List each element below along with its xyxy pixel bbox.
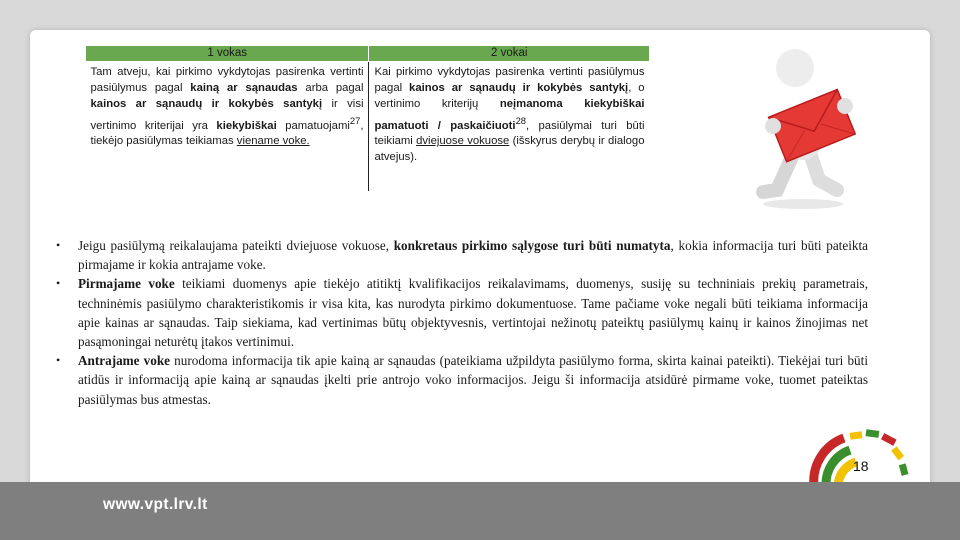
- cell-underlined-text: viename voke.: [236, 135, 310, 148]
- page-number: 18: [853, 458, 869, 474]
- table-row: [86, 62, 650, 192]
- list-item: [56, 274, 868, 351]
- list-text: nurodoma informacija tik apie kainą ar sąnaudas (pateikiama užpildyta pasiūlymo forma, skirta kainai pateikti). Tiekėjai turi būti atidūs ir informaciją apie kainą ar sąnaudas įkelti prie antrojo voko informacijos. Jeigu ši informacija atsidūrė pirmame voke, tuomet pateiktas pasiūlymas bus atmestas.: [78, 353, 868, 407]
- table-cell-two-envelopes: [369, 62, 650, 192]
- footer-bar: [0, 482, 960, 540]
- list-item: [56, 236, 868, 274]
- list-item: [56, 351, 868, 409]
- cell-bold-text: kainos ar sąnaudų ir kokybės santykį: [90, 97, 323, 110]
- cell-text: Tam atveju, kai pirkimo vykdytojas pasirenka vertinti pasiūlymus pagal: [90, 66, 364, 94]
- lithuanian-tricolor-arc-logo-icon: [800, 428, 915, 486]
- cell-bold-text: kainą ar sąnaudas: [190, 81, 298, 94]
- list-bold-text: Pirmajame voke: [78, 276, 175, 292]
- table-header-two-envelopes: 2 vokai: [369, 46, 650, 62]
- table-cell-one-envelope: [86, 62, 369, 192]
- footer-url: www.vpt.lrv.lt: [103, 496, 208, 513]
- cell-text: pamatuojami: [276, 119, 350, 132]
- footnote-ref: 28: [515, 114, 527, 126]
- cell-bold-text: kiekybiškai: [216, 119, 277, 132]
- comparison-table: [85, 45, 650, 191]
- cell-text: , o vertinimo kriterijų: [374, 81, 645, 110]
- cell-bold-text: kainos ar sąnaudų ir kokybės santykį: [409, 81, 629, 94]
- running-figure-with-envelope-icon: [733, 40, 873, 212]
- list-text: teikiami duomenys apie tiekėjo atitiktį kvalifikacijos reikalavimams, duomenys, susiję su techniniais prekių parametrais, techninėmis pasiūlymo charakteristikomis ir visa kita, kas nurodyta pirkimo dokumentuose. Tame pačiame voke negali būti teikiama informacija apie kainas ar sąnaudas. Taip siekiama, kad vertinimas būtų objektyvesnis, vertintojai nežinotų pateiktų pasiūlymų kainų ir kainos žinojimas net pasąmoningai neturėtų įtakos vertinimui.: [78, 276, 868, 350]
- cell-bold-text: neįmanoma kiekybiškai pamatuoti / paskaičiuoti: [374, 97, 645, 132]
- bullet-list: [56, 236, 868, 409]
- list-text: Jeigu pasiūlymą reikalaujama pateikti dviejuose vokuose,: [78, 238, 394, 253]
- cell-text: Kai pirkimo vykdytojas pasirenka vertinti pasiūlymus pagal: [374, 66, 645, 94]
- list-text: , kokia informacija turi būti pateikta pirmajame ir kokia antrajame voke.: [78, 238, 868, 273]
- table-header-row: [86, 46, 650, 62]
- footnote-ref: 27: [349, 114, 361, 126]
- cell-text: ir visi vertinimo kriterijai yra: [90, 97, 364, 132]
- table-header-one-envelope: 1 vokas: [86, 46, 369, 62]
- cell-text: , tiekėjo pasiūlymas teikiamas: [90, 119, 364, 148]
- cell-text: (išskyrus derybų ir dialogo atvejus).: [374, 135, 645, 164]
- list-bold-text: konkretaus pirkimo sąlygose turi būti numatyta: [393, 238, 671, 253]
- list-bold-text: Antrajame voke: [78, 353, 171, 369]
- cell-underlined-text: dviejuose vokuose: [416, 135, 510, 148]
- cell-text: , pasiūlymai turi būti teikiami: [374, 119, 645, 148]
- cell-text: arba pagal: [297, 81, 364, 94]
